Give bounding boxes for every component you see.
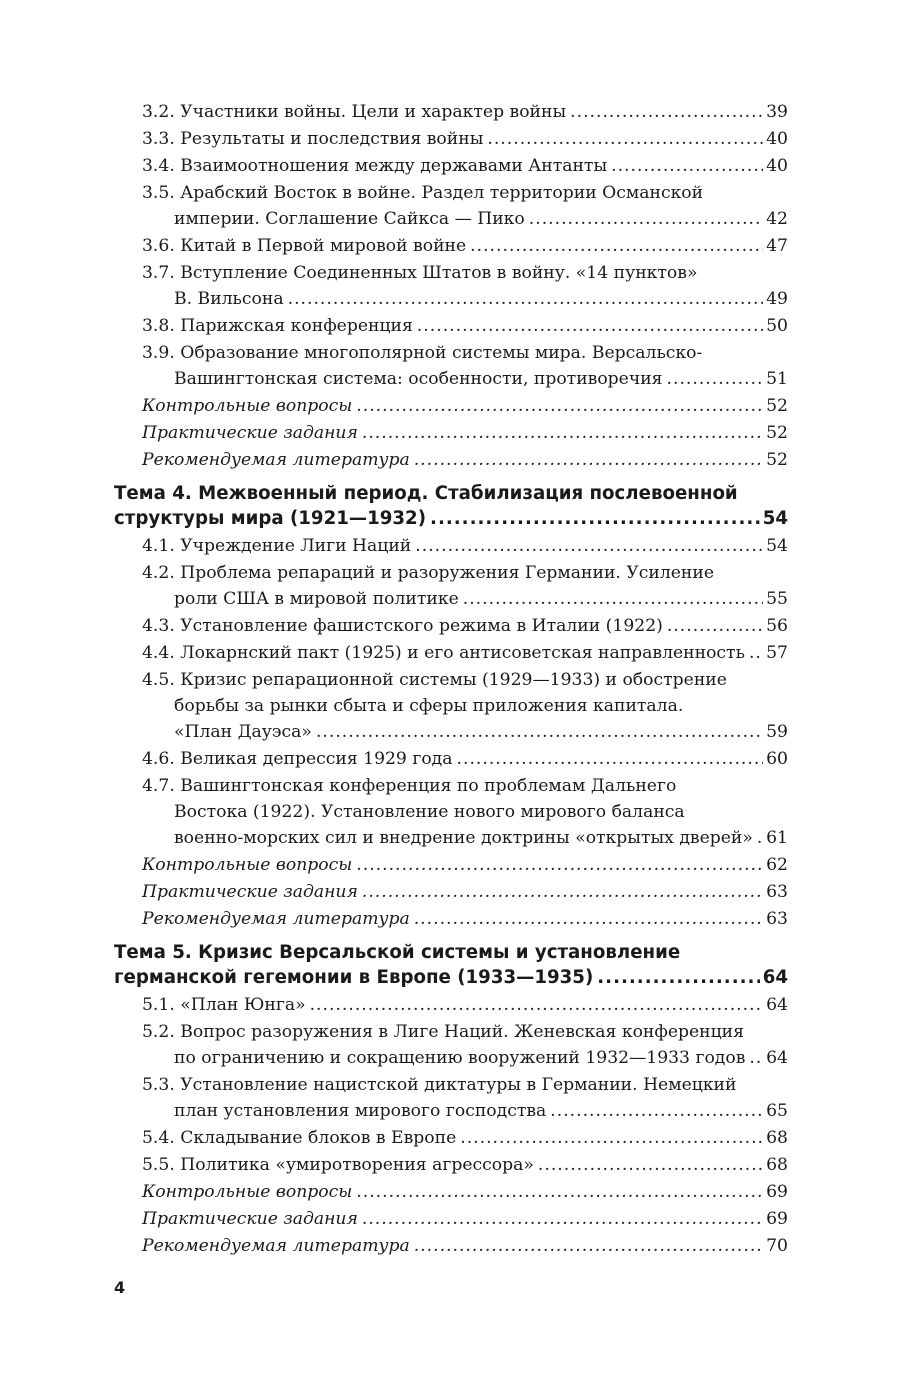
toc-entry-text: Контрольные вопросы (142, 1182, 353, 1202)
toc-entry (114, 560, 788, 612)
toc-entry-row (114, 153, 788, 179)
toc-entry-text: В. Вильсона (174, 289, 284, 309)
toc-entry-row (114, 233, 788, 259)
toc-entry (114, 640, 788, 666)
toc-page-number: 52 (766, 423, 788, 443)
toc-entry-row (114, 286, 788, 312)
toc-entry-text: империи. Соглашение Сайкса — Пико (174, 209, 525, 229)
toc-page-number: 59 (766, 722, 788, 742)
toc-entry-text: «План Дауэса» (174, 722, 312, 742)
toc-entry (114, 879, 788, 905)
toc-entry-text: германской гегемонии в Европе (1933—1935) (114, 967, 594, 988)
toc-page-number: 64 (766, 1048, 788, 1068)
leader-dots (460, 1125, 763, 1151)
toc-entry (114, 773, 788, 851)
toc-entry-text: структуры мира (1921—1932) (114, 508, 427, 529)
toc-page-number: 40 (766, 156, 788, 176)
toc-entry-row (114, 313, 788, 339)
toc-entry (114, 340, 788, 392)
toc-entry (114, 906, 788, 932)
toc-entry-row (114, 393, 788, 419)
toc-page-number: 62 (766, 855, 788, 875)
leader-dots (570, 99, 763, 125)
toc-entry-text: 5.1. «План Юнга» (142, 995, 306, 1015)
toc-page-number: 39 (766, 102, 788, 122)
toc-entry (114, 420, 788, 446)
toc-entry-text: Рекомендуемая литература (142, 909, 410, 929)
leader-dots (310, 992, 764, 1018)
toc-entry-row (114, 613, 788, 639)
toc-entry (114, 746, 788, 772)
leader-dots (362, 420, 763, 446)
toc-page-number: 69 (766, 1182, 788, 1202)
toc-entry-text: Востока (1922). Установление нового мирового баланса (174, 802, 685, 822)
toc-entry-text: Практические задания (142, 882, 358, 902)
leader-dots (415, 533, 763, 559)
toc-entry-row (114, 906, 788, 932)
toc-entry-text: 3.4. Взаимоотношения между державами Антанты (142, 156, 608, 176)
toc-entry (114, 1179, 788, 1205)
toc-page-number: 47 (766, 236, 788, 256)
toc-page-number: 52 (766, 396, 788, 416)
leader-dots (487, 126, 763, 152)
toc-page-number: 68 (766, 1155, 788, 1175)
toc-entry-text: Контрольные вопросы (142, 396, 353, 416)
toc-entry-row (114, 746, 788, 772)
toc-entry-text: военно-морских сил и внедрение доктрины «открытых дверей» (174, 828, 753, 848)
toc-page-number: 55 (766, 589, 788, 609)
leader-dots (356, 1179, 763, 1205)
toc-entry-row (114, 586, 788, 612)
toc-entry-text: Вашингтонская система: особенности, противоречия (174, 369, 663, 389)
leader-dots (550, 1098, 763, 1124)
toc-entry-text: 3.6. Китай в Первой мировой войне (142, 236, 467, 256)
leader-dots (430, 506, 760, 531)
toc-entry-text: 3.9. Образование многополярной системы мира. Версальско- (142, 343, 703, 363)
toc-entry (114, 667, 788, 745)
toc-entry-text: 4.5. Кризис репарационной системы (1929—1933) и обострение (142, 670, 727, 690)
toc-entry-row (114, 1045, 788, 1071)
toc-page-number: 69 (766, 1209, 788, 1229)
toc-entry-text: Практические задания (142, 1209, 358, 1229)
toc-entry-text: 4.2. Проблема репараций и разоружения Германии. Усиление (142, 563, 715, 583)
toc-entry-text: Тема 5. Кризис Версальской системы и установление (114, 942, 681, 963)
leader-dots (611, 153, 763, 179)
leader-dots (757, 825, 763, 851)
toc-entry (114, 180, 788, 232)
toc-entry-text: 5.2. Вопрос разоружения в Лиге Наций. Женевская конференция (142, 1022, 744, 1042)
toc-entry-row (114, 506, 788, 531)
toc-entry-row (114, 366, 788, 392)
toc-entry-row (114, 1233, 788, 1259)
leader-dots (316, 719, 763, 745)
toc-entry-text: 4.6. Великая депрессия 1929 года (142, 749, 453, 769)
toc-page-number: 60 (766, 749, 788, 769)
toc-entry (114, 1206, 788, 1232)
toc-entry-text: Рекомендуемая литература (142, 450, 410, 470)
toc-entry (114, 533, 788, 559)
toc-entry-row (114, 852, 788, 878)
toc-entry-text: Практические задания (142, 423, 358, 443)
table-of-contents (114, 99, 788, 1260)
toc-entry (114, 613, 788, 639)
leader-dots (362, 879, 763, 905)
toc-entry-text: 5.3. Установление нацистской диктатуры в Германии. Немецкий (142, 1075, 737, 1095)
leader-dots (414, 447, 763, 473)
toc-page-number: 70 (766, 1236, 788, 1256)
toc-entry-text: 5.5. Политика «умиротворения агрессора» (142, 1155, 534, 1175)
toc-entry-text: 5.4. Складывание блоков в Европе (142, 1128, 457, 1148)
leader-dots (414, 906, 763, 932)
toc-theme-entry (114, 481, 788, 531)
toc-entry-text: 3.5. Арабский Восток в войне. Раздел территории Османской (142, 183, 704, 203)
leader-dots (470, 233, 763, 259)
leader-dots (529, 206, 763, 232)
toc-entry (114, 313, 788, 339)
toc-entry-row (114, 126, 788, 152)
toc-entry-row (114, 420, 788, 446)
toc-page-number: 51 (766, 369, 788, 389)
toc-entry (114, 1072, 788, 1124)
toc-entry-row (114, 965, 788, 990)
leader-dots (356, 852, 763, 878)
leader-dots (417, 313, 763, 339)
leader-dots (414, 1233, 763, 1259)
toc-entry-row (114, 447, 788, 473)
toc-entry-text: 4.3. Установление фашистского режима в Италии (1922) (142, 616, 663, 636)
leader-dots (667, 366, 764, 392)
toc-entry (114, 126, 788, 152)
leader-dots (457, 746, 764, 772)
toc-entry-text: Контрольные вопросы (142, 855, 353, 875)
leader-dots (749, 1045, 763, 1071)
toc-entry-text: план установления мирового господства (174, 1101, 547, 1121)
toc-entry (114, 1152, 788, 1178)
toc-page-number: 52 (766, 450, 788, 470)
toc-entry (114, 447, 788, 473)
toc-entry-text: 3.3. Результаты и последствия войны (142, 129, 484, 149)
toc-entry (114, 233, 788, 259)
toc-entry-text: по ограничению и сокращению вооружений 1932—1933 годов (174, 1048, 746, 1068)
toc-page-number: 49 (766, 289, 788, 309)
toc-theme-entry (114, 940, 788, 990)
toc-entry (114, 1125, 788, 1151)
toc-entry-row (114, 1179, 788, 1205)
toc-page-number: 63 (766, 882, 788, 902)
toc-page-number: 68 (766, 1128, 788, 1148)
toc-entry-row (114, 1098, 788, 1124)
toc-entry-text: 4.1. Учреждение Лиги Наций (142, 536, 412, 556)
toc-entry-row (114, 879, 788, 905)
toc-entry (114, 99, 788, 125)
toc-page-number: 57 (766, 643, 788, 663)
toc-entry-row (114, 825, 788, 851)
toc-entry-text: роли США в мировой политике (174, 589, 459, 609)
toc-entry (114, 393, 788, 419)
toc-page-number: 54 (762, 508, 788, 529)
toc-entry (114, 1233, 788, 1259)
toc-page-number: 54 (766, 536, 788, 556)
toc-entry (114, 1019, 788, 1071)
leader-dots (597, 965, 759, 990)
toc-page-number: 63 (766, 909, 788, 929)
leader-dots (288, 286, 764, 312)
toc-entry (114, 992, 788, 1018)
toc-entry (114, 852, 788, 878)
toc-entry-text: 3.8. Парижская конференция (142, 316, 413, 336)
toc-page-number: 64 (766, 995, 788, 1015)
leader-dots (463, 586, 763, 612)
toc-entry-row (114, 1152, 788, 1178)
toc-entry-row (114, 992, 788, 1018)
toc-entry-text: 4.4. Локарнский пакт (1925) и его антисоветская направленность (142, 643, 745, 663)
toc-page-number: 50 (766, 316, 788, 336)
page-number: 4 (114, 1278, 126, 1297)
toc-entry-text: борьбы за рынки сбыта и сферы приложения капитала. (174, 696, 684, 716)
toc-entry-row (114, 533, 788, 559)
toc-page-number: 40 (766, 129, 788, 149)
leader-dots (538, 1152, 763, 1178)
toc-entry-row (114, 719, 788, 745)
toc-entry-row (114, 640, 788, 666)
toc-entry-row (114, 206, 788, 232)
leader-dots (356, 393, 763, 419)
leader-dots (362, 1206, 763, 1232)
toc-entry-text: 3.2. Участники войны. Цели и характер войны (142, 102, 567, 122)
toc-entry-text: Тема 4. Межвоенный период. Стабилизация послевоенной (114, 483, 738, 504)
toc-entry-text: 3.7. Вступление Соединенных Штатов в войну. «14 пунктов» (142, 263, 698, 283)
toc-page-number: 64 (762, 967, 788, 988)
toc-page-number: 65 (766, 1101, 788, 1121)
toc-entry-row (114, 99, 788, 125)
toc-entry (114, 153, 788, 179)
toc-page-number: 42 (766, 209, 788, 229)
toc-entry-row (114, 1206, 788, 1232)
leader-dots (667, 613, 763, 639)
toc-entry-text: Рекомендуемая литература (142, 1236, 410, 1256)
toc-entry-row (114, 1125, 788, 1151)
toc-entry-text: 4.7. Вашингтонская конференция по проблемам Дальнего (142, 776, 677, 796)
toc-entry (114, 260, 788, 312)
toc-page-number: 56 (766, 616, 788, 636)
leader-dots (749, 640, 763, 666)
toc-page-number: 61 (766, 828, 788, 848)
